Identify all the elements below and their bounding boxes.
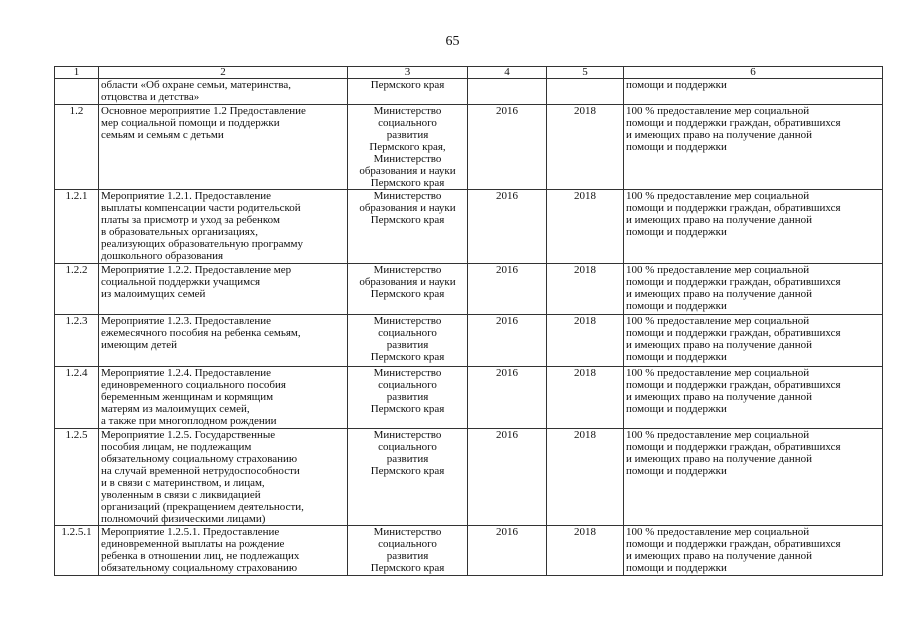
start-year-cell: 2016: [468, 190, 547, 264]
item-number-cell: 1.2.5.1: [55, 526, 99, 576]
end-year-cell: 2018: [547, 105, 624, 190]
executor-line: развития: [386, 550, 429, 562]
start-year-cell: 2016: [468, 315, 547, 367]
expected-result-line: помощи и поддержки граждан, обратившихся: [626, 117, 841, 129]
measure-name-line: Мероприятие 1.2.1. Предоставление: [101, 190, 272, 202]
measure-name-line: организаций (прекращением деятельности,: [101, 501, 304, 513]
executor-cell: [348, 79, 468, 105]
measure-name-cell: [99, 79, 348, 105]
measure-name-cell: [99, 429, 348, 526]
measure-name-line: дошкольного образования: [101, 250, 224, 262]
table-row: [55, 105, 883, 190]
measure-name-line: беременным женщинам и кормящим: [101, 391, 274, 403]
executor-line: развития: [386, 453, 429, 465]
executor-cell: [348, 105, 468, 190]
expected-result-line: помощи и поддержки граждан, обратившихся: [626, 327, 841, 339]
measure-name-cell: [99, 190, 348, 264]
expected-result-line: помощи и поддержки: [626, 300, 727, 312]
executor-line: Пермского края,: [369, 141, 446, 153]
end-year-cell: 2018: [547, 190, 624, 264]
expected-result-line: помощи и поддержки граждан, обратившихся: [626, 538, 841, 550]
expected-result-line: и имеющих право на получение данной: [626, 214, 813, 226]
measure-name-line: обязательному социальному страхованию: [101, 562, 298, 574]
executor-line: Пермского края: [370, 214, 445, 226]
expected-result-line: и имеющих право на получение данной: [626, 129, 813, 141]
executor-line: Пермского края: [370, 288, 445, 300]
measure-name-line: выплаты компенсации части родительской: [101, 202, 301, 214]
executor-line: социального: [378, 327, 437, 339]
executor-cell: [348, 429, 468, 526]
expected-result-line: 100 % предоставление мер социальной: [626, 429, 810, 441]
measure-name-line: матерям из малоимущих семей,: [101, 403, 250, 415]
measure-name-line: Мероприятие 1.2.5.1. Предоставление: [101, 526, 280, 538]
expected-result-line: помощи и поддержки: [626, 79, 727, 91]
measure-name-cell: [99, 315, 348, 367]
executor-line: социального: [378, 117, 437, 129]
expected-result-line: помощи и поддержки граждан, обратившихся: [626, 441, 841, 453]
measure-name-cell: [99, 526, 348, 576]
executor-line: Пермского края: [370, 465, 445, 477]
table-row: [55, 526, 883, 576]
column-number: 2: [99, 67, 348, 79]
measure-name-cell: [99, 105, 348, 190]
expected-result-line: помощи и поддержки: [626, 141, 727, 153]
item-number-cell: 1.2.2: [55, 264, 99, 315]
measure-name-line: Мероприятие 1.2.4. Предоставление: [101, 367, 272, 379]
expected-result-line: 100 % предоставление мер социальной: [626, 105, 810, 117]
item-number-cell: 1.2.3: [55, 315, 99, 367]
item-number-cell: 1.2.1: [55, 190, 99, 264]
end-year-cell: [547, 79, 624, 105]
table-row: [55, 315, 883, 367]
expected-result-cell: [624, 526, 883, 576]
measure-name-line: обязательному социальному страхованию: [101, 453, 298, 465]
measure-name-line: семьям и семьям с детьми: [101, 129, 224, 141]
measure-name-line: платы за присмотр и уход за ребенком: [101, 214, 280, 226]
executor-line: развития: [386, 129, 429, 141]
measure-name-line: области «Об охране семьи, материнства,: [101, 79, 292, 91]
measure-name-line: социальной поддержки учащимся: [101, 276, 261, 288]
end-year-cell: 2018: [547, 429, 624, 526]
item-number-cell: [55, 79, 99, 105]
expected-result-line: помощи и поддержки граждан, обратившихся: [626, 379, 841, 391]
executor-line: Министерство: [373, 190, 442, 202]
executor-cell: [348, 190, 468, 264]
measure-name-line: а также при многоплодном рождении: [101, 415, 277, 427]
measures-table: [54, 66, 883, 576]
measure-name-line: из малоимущих семей: [101, 288, 206, 300]
expected-result-line: и имеющих право на получение данной: [626, 453, 813, 465]
executor-line: Министерство: [373, 526, 442, 538]
executor-line: социального: [378, 379, 437, 391]
expected-result-line: помощи и поддержки: [626, 403, 727, 415]
column-number-row: [55, 67, 883, 79]
expected-result-line: 100 % предоставление мер социальной: [626, 190, 810, 202]
measure-name-line: Мероприятие 1.2.5. Государственные: [101, 429, 276, 441]
executor-line: Пермского края: [370, 79, 445, 91]
expected-result-line: и имеющих право на получение данной: [626, 288, 813, 300]
end-year-cell: 2018: [547, 526, 624, 576]
measure-name-line: отцовства и детства»: [101, 91, 200, 103]
item-number-cell: 1.2: [55, 105, 99, 190]
table-row: [55, 367, 883, 429]
expected-result-cell: [624, 105, 883, 190]
table-row: [55, 79, 883, 105]
end-year-cell: 2018: [547, 367, 624, 429]
executor-line: Пермского края: [370, 403, 445, 415]
table-row: [55, 190, 883, 264]
executor-line: Министерство: [373, 429, 442, 441]
table-row: [55, 429, 883, 526]
executor-line: развития: [386, 391, 429, 403]
executor-line: образования и науки: [359, 276, 456, 288]
measure-name-line: реализующих образовательную программу: [101, 238, 303, 250]
expected-result-cell: [624, 190, 883, 264]
measure-name-line: единовременной выплаты на рождение: [101, 538, 285, 550]
executor-line: Министерство: [373, 367, 442, 379]
item-number-cell: 1.2.4: [55, 367, 99, 429]
measure-name-line: в образовательных организациях,: [101, 226, 259, 238]
column-number: 1: [55, 67, 99, 79]
expected-result-cell: [624, 315, 883, 367]
executor-line: Министерство: [373, 315, 442, 327]
expected-result-line: и имеющих право на получение данной: [626, 550, 813, 562]
executor-cell: [348, 315, 468, 367]
executor-cell: [348, 367, 468, 429]
expected-result-cell: [624, 429, 883, 526]
executor-line: Пермского края: [370, 177, 445, 189]
measure-name-line: пособия лицам, не подлежащим: [101, 441, 252, 453]
expected-result-line: помощи и поддержки граждан, обратившихся: [626, 276, 841, 288]
start-year-cell: 2016: [468, 429, 547, 526]
expected-result-line: и имеющих право на получение данной: [626, 391, 813, 403]
measure-name-cell: [99, 367, 348, 429]
column-number: 5: [547, 67, 624, 79]
expected-result-line: помощи и поддержки: [626, 226, 727, 238]
executor-line: образования и науки: [359, 165, 456, 177]
end-year-cell: 2018: [547, 315, 624, 367]
expected-result-line: и имеющих право на получение данной: [626, 339, 813, 351]
column-number: 4: [468, 67, 547, 79]
executor-line: Пермского края: [370, 351, 445, 363]
column-number: 6: [624, 67, 883, 79]
measure-name-line: мер социальной помощи и поддержки: [101, 117, 280, 129]
measure-name-line: ежемесячного пособия на ребенка семьям,: [101, 327, 301, 339]
measure-name-line: имеющим детей: [101, 339, 178, 351]
measure-name-line: ребенка в отношении лиц, не подлежащих: [101, 550, 300, 562]
start-year-cell: 2016: [468, 526, 547, 576]
executor-line: Министерство: [373, 153, 442, 165]
executor-line: развития: [386, 339, 429, 351]
measure-name-cell: [99, 264, 348, 315]
start-year-cell: 2016: [468, 105, 547, 190]
expected-result-cell: [624, 264, 883, 315]
executor-line: Министерство: [373, 105, 442, 117]
expected-result-line: помощи и поддержки: [626, 562, 727, 574]
measure-name-line: на случай временной нетрудоспособности: [101, 465, 300, 477]
measure-name-line: и в связи с материнством, и лицам,: [101, 477, 265, 489]
measure-name-line: полномочий физическими лицами): [101, 513, 266, 525]
measure-name-line: уволенным в связи с ликвидацией: [101, 489, 261, 501]
executor-line: социального: [378, 441, 437, 453]
expected-result-line: 100 % предоставление мер социальной: [626, 367, 810, 379]
start-year-cell: [468, 79, 547, 105]
executor-line: Пермского края: [370, 562, 445, 574]
start-year-cell: 2016: [468, 264, 547, 315]
measure-name-line: Основное мероприятие 1.2 Предоставление: [101, 105, 306, 117]
expected-result-line: помощи и поддержки: [626, 465, 727, 477]
measure-name-line: единовременного социального пособия: [101, 379, 286, 391]
executor-line: Министерство: [373, 264, 442, 276]
expected-result-line: помощи и поддержки граждан, обратившихся: [626, 202, 841, 214]
end-year-cell: 2018: [547, 264, 624, 315]
expected-result-line: 100 % предоставление мер социальной: [626, 315, 810, 327]
expected-result-cell: [624, 367, 883, 429]
measure-name-line: Мероприятие 1.2.2. Предоставление мер: [101, 264, 292, 276]
table-row: [55, 264, 883, 315]
start-year-cell: 2016: [468, 367, 547, 429]
item-number-cell: 1.2.5: [55, 429, 99, 526]
expected-result-line: помощи и поддержки: [626, 351, 727, 363]
measure-name-line: Мероприятие 1.2.3. Предоставление: [101, 315, 272, 327]
executor-line: образования и науки: [359, 202, 456, 214]
page-number: 65: [445, 34, 460, 49]
expected-result-line: 100 % предоставление мер социальной: [626, 264, 810, 276]
executor-cell: [348, 264, 468, 315]
executor-cell: [348, 526, 468, 576]
column-number: 3: [348, 67, 468, 79]
expected-result-cell: [624, 79, 883, 105]
expected-result-line: 100 % предоставление мер социальной: [626, 526, 810, 538]
executor-line: социального: [378, 538, 437, 550]
